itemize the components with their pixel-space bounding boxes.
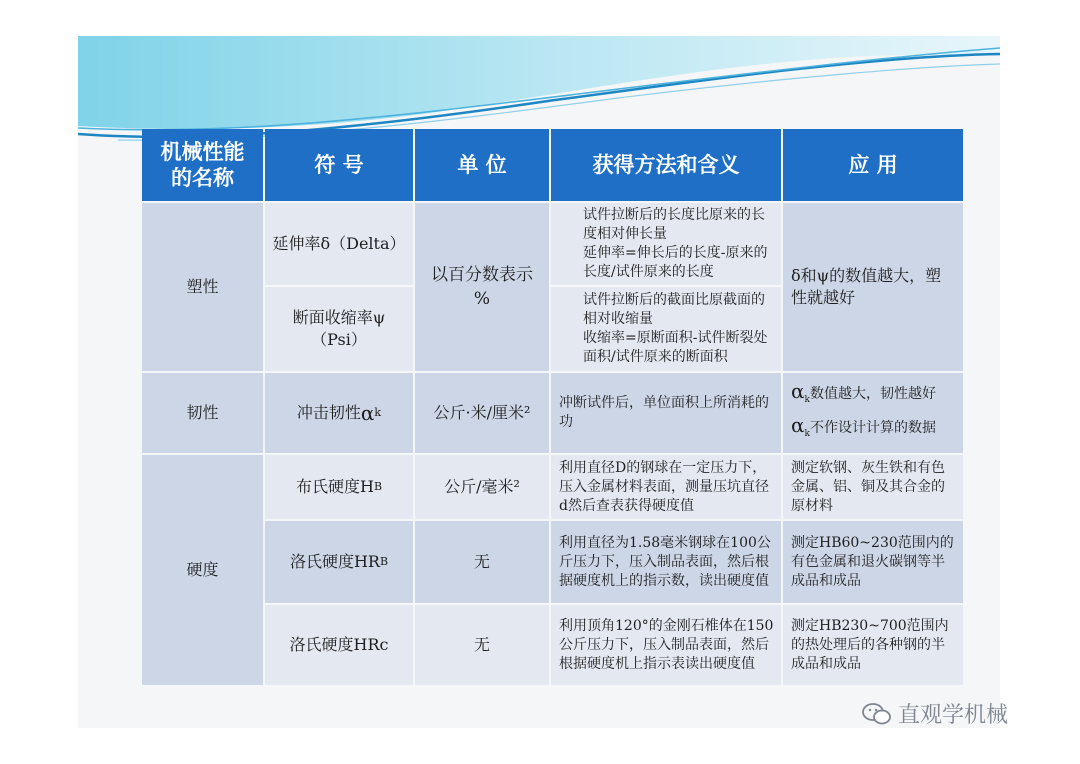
method-rockwell-c: 利用顶角120°的金刚石椎体在150公斤压力下，压入制品表面，然后根据硬度机上指示表读出硬度值: [551, 605, 781, 685]
watermark-text: 直观学机械: [898, 703, 1009, 728]
header-unit: 单 位: [415, 129, 549, 201]
unit-impact: 公斤·米/厘米²: [415, 373, 549, 453]
method-reduction-line-1: 试件拉断后的截面比原截面的相对收缩量: [583, 292, 765, 327]
wechat-icon: [862, 701, 892, 727]
application-toughness: [783, 373, 963, 453]
application-rockwell-c: 测定HB230~700范围内的热处理后的各种钢的半成品和成品: [783, 605, 963, 685]
symbol-rockwell-b: 洛氏硬度HR B: [265, 521, 413, 603]
unit-brinell: 公斤/毫米²: [415, 455, 549, 519]
application-toughness-line-1: $\alpha_k$数值越大，韧性越好: [791, 379, 936, 405]
application-toughness-line-2: $\alpha_k$不作设计计算的数据: [791, 413, 936, 439]
alpha-subscript: k: [374, 406, 382, 419]
category-hardness: 硬度: [142, 455, 263, 685]
method-elongation-line-1: 试件拉断后的长度比原来的长度相对伸长量: [583, 207, 765, 242]
unit-rockwell-c: 无: [415, 605, 549, 685]
unit-percent: 以百分数表示 %: [415, 203, 549, 371]
unit-rockwell-b: 无: [415, 521, 549, 603]
application-brinell: 测定软钢、灰生铁和有色金属、铝、铜及其合金的原材料: [783, 455, 963, 519]
header-application: 应 用: [783, 129, 963, 201]
symbol-reduction-of-area: 断面收缩率ψ （Psi）: [265, 287, 413, 371]
alpha-symbol: α: [360, 401, 375, 425]
mechanical-properties-table: [142, 129, 963, 685]
category-toughness: 韧性: [142, 373, 263, 453]
application-plasticity: δ和ψ的数值越大，塑性就越好: [783, 203, 963, 371]
symbol-rockwell-c: 洛氏硬度HRc: [265, 605, 413, 685]
category-plasticity: 塑性: [142, 203, 263, 371]
symbol-impact-prefix: 冲击韧性: [296, 403, 361, 422]
application-rockwell-b: 测定HB60~230范围内的有色金属和退火碳钢等半成品和成品: [783, 521, 963, 603]
symbol-impact-toughness: [265, 373, 413, 453]
method-reduction-of-area: [551, 287, 781, 371]
watermark: [862, 698, 1008, 729]
header-property-name: 机械性能 的名称: [142, 129, 263, 201]
method-elongation-line-2: 延伸率=伸长后的长度-原来的长度/试件原来的长度: [583, 245, 768, 280]
method-elongation: [551, 203, 781, 285]
header-symbol: 符 号: [265, 129, 413, 201]
method-brinell: 利用直径D的钢球在一定压力下，压入金属材料表面，测量压坑直径d然后查表获得硬度值: [551, 455, 781, 519]
header-method: 获得方法和含义: [551, 129, 781, 201]
method-rockwell-b: 利用直径为1.58毫米钢球在100公斤压力下，压入制品表面，然后根据硬度机上的指示数，读出硬度值: [551, 521, 781, 603]
method-reduction-line-2: 收缩率=原断面积-试件断裂处面积/试件原来的断面积: [583, 330, 768, 365]
symbol-brinell: 布氏硬度H B: [265, 455, 413, 519]
symbol-elongation: 延伸率δ（Delta）: [265, 203, 413, 285]
method-impact: 冲断试件后，单位面积上所消耗的功: [551, 373, 781, 453]
